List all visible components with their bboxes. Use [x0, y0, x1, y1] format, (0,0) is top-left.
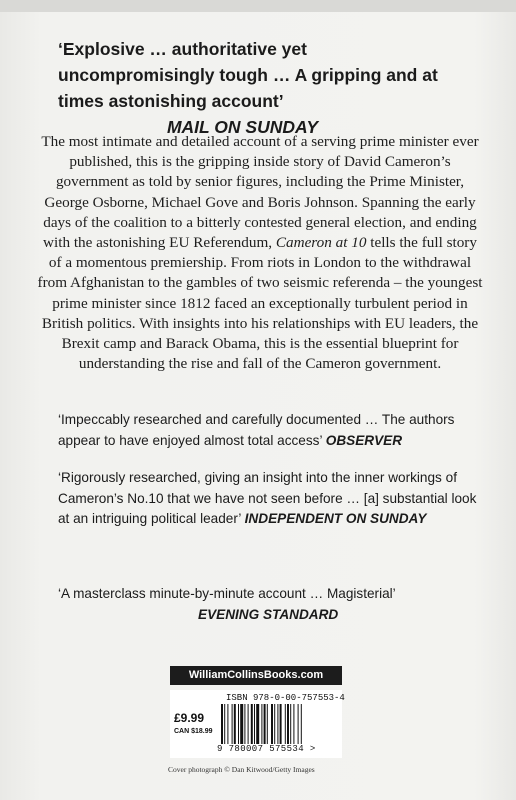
- price-label: [174, 712, 213, 738]
- barcode-image: [221, 704, 331, 744]
- review-quote-evening-standard: [58, 584, 478, 625]
- review-quote-source: EVENING STANDARD: [198, 606, 339, 622]
- publisher-url[interactable]: WilliamCollinsBooks.com: [170, 666, 342, 685]
- lead-quote-source: MAIL ON SUNDAY: [166, 117, 318, 137]
- review-quote-text: ‘A masterclass minute-by-minute account … Magisterial’: [58, 586, 396, 601]
- review-quote-source: OBSERVER: [325, 432, 403, 448]
- lead-review-quote: [58, 36, 468, 140]
- review-quote-source: INDEPENDENT ON SUNDAY: [244, 511, 427, 526]
- blurb-part-1: The most intimate and detailed account of a serving prime minister ever published, this is the gripping inside story of David Cameron’s government as told by senior figures, including the Prime Minister, George Osborne, Michael Gove and Boris Johnson. Spanning the early days of the coalition to a bitterly contested general election, and ending with the astonishing EU Referendum,: [41, 133, 479, 252]
- review-quote-independent: [58, 468, 478, 530]
- isbn-label: ISBN 978-0-00-757553-4: [226, 693, 345, 703]
- review-quote-observer: [58, 410, 478, 451]
- book-blurb: [36, 132, 484, 374]
- price-gbp: £9.99: [174, 711, 205, 725]
- blurb-part-2: tells the full story of a momentous premiership. From riots in London to the withdrawal from Afghanistan to the gambles of two seismic referenda – the youngest prime minister since 1812 faced an exceptionally turbulent period in British politics. With insights into his relationships with EU leaders, the Brexit camp and Barack Obama, this is the essential blueprint for understanding the rise and fall of the Cameron government.: [37, 234, 483, 373]
- price-can: CAN $18.99: [174, 728, 213, 735]
- review-quote-text: ‘Impeccably researched and carefully documented … The authors appear to have enjoyed almost total access’: [58, 412, 455, 448]
- photo-credit: Cover photograph © Dan Kitwood/Getty Images: [168, 765, 315, 774]
- lead-quote-text: ‘Explosive … authoritative yet uncompromisingly tough … A gripping and at times astonishing account’: [58, 39, 438, 111]
- blurb-book-title: Cameron at 10: [275, 234, 367, 252]
- top-edge: [0, 0, 516, 12]
- review-quote-text: ‘Rigorously researched, giving an insight into the inner workings of Cameron’s No.10 that we have not seen before … [a] substantial look at an intriguing political leader’: [58, 470, 477, 526]
- barcode-digits: 9 780007 575534 >: [217, 744, 316, 754]
